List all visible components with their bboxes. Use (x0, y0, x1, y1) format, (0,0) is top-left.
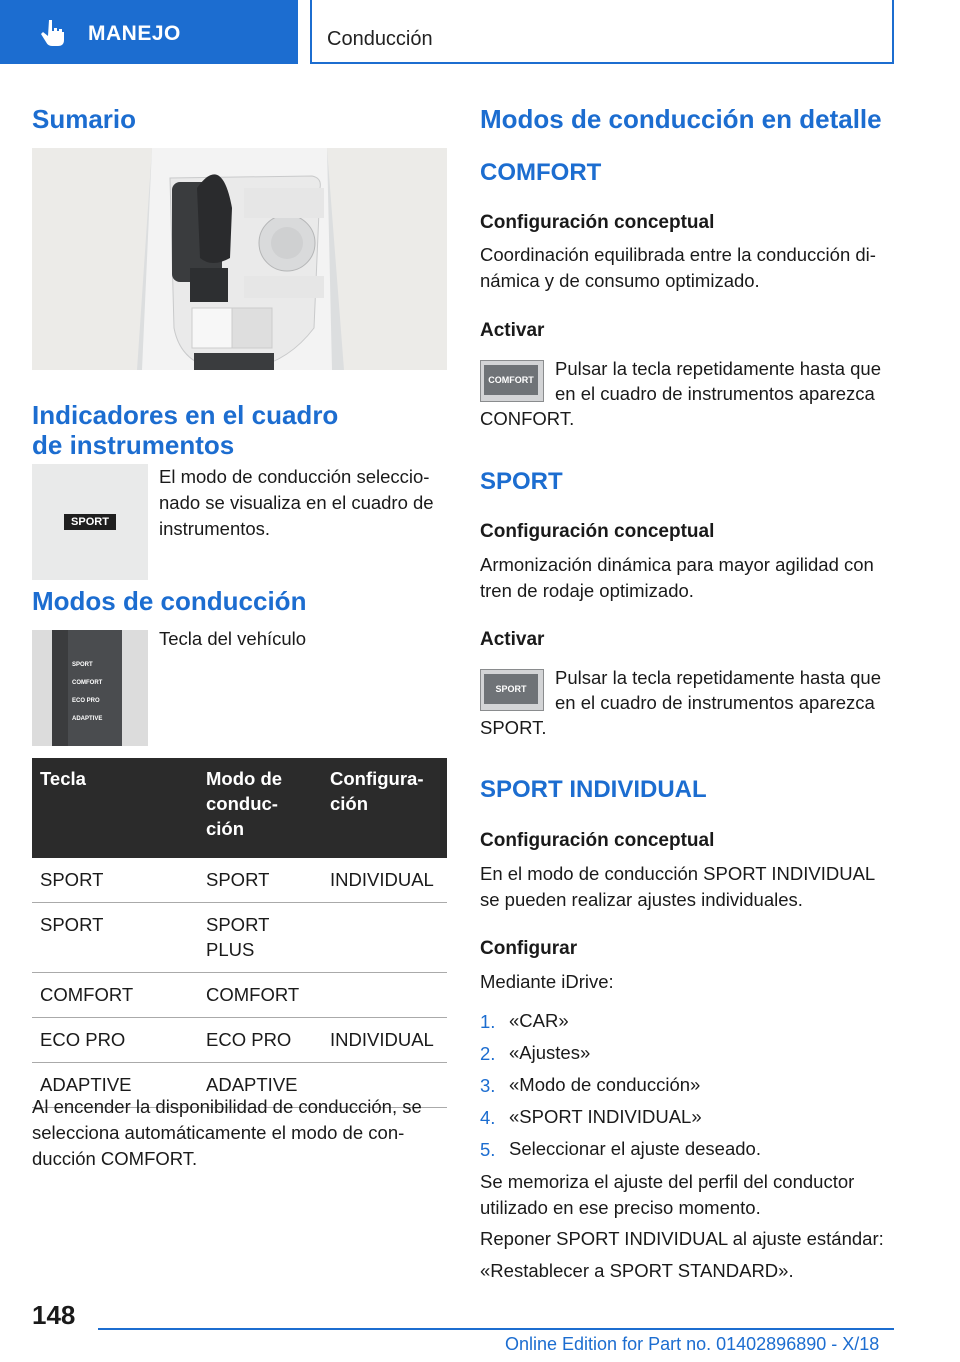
closing-line: ducción COMFORT. (32, 1148, 198, 1169)
heading-detalle: Modos de conducción en detalle (480, 104, 882, 134)
comfort-button-image (480, 360, 544, 402)
instrument-cluster-photo (32, 464, 148, 580)
table-row (32, 858, 447, 903)
section-label: MANEJO (88, 22, 181, 45)
table-cell (322, 903, 447, 973)
header-text: ción (206, 818, 245, 839)
sport-button-label: SPORT (484, 674, 538, 704)
comfort-activar-text-2: en el cuadro de instrumentos aparezca (555, 383, 875, 404)
sport-activar-text-2: en el cuadro de instrumentos aparezca (555, 692, 875, 713)
switch-label-sport: SPORT (72, 662, 93, 668)
heading-indicadores-line1: Indicadores en el cuadro (32, 400, 339, 430)
table-header-config (322, 758, 447, 858)
drive-modes-table (32, 758, 447, 1108)
sport-concept-heading: Configuración conceptual (480, 521, 715, 542)
step-number: 5. (480, 1139, 496, 1160)
table-header-modo (198, 758, 322, 858)
heading-sport: SPORT (480, 468, 563, 495)
comfort-activar-heading: Activar (480, 320, 545, 341)
indicadores-line1: El modo de conducción seleccio- (159, 466, 430, 487)
indicadores-line3: instrumentos. (159, 518, 271, 539)
switch-labels (72, 656, 102, 728)
text-line: Coordinación equilibrada entre la conducción di- (480, 244, 876, 265)
step-number: 4. (480, 1107, 496, 1128)
comfort-button-label: COMFORT (484, 365, 538, 395)
step-text: «Ajustes» (509, 1042, 591, 1063)
switch-label-ecopro: ECO PRO (72, 698, 100, 704)
table-header-row (32, 758, 447, 858)
header-text: Configura- (330, 768, 424, 789)
heading-sport-individual: SPORT INDIVIDUAL (480, 776, 707, 803)
comfort-activar-text-1: Pulsar la tecla repetidamente hasta que (555, 358, 882, 379)
individual-via: Mediante iDrive: (480, 971, 614, 992)
footer-divider (98, 1328, 894, 1330)
table-cell: INDIVIDUAL (322, 858, 447, 903)
center-console-drawing (32, 148, 447, 370)
table-row (32, 973, 447, 1018)
text-line: En el modo de conducción SPORT INDIVIDUAL (480, 863, 876, 884)
step-number: 1. (480, 1011, 496, 1032)
text-line: námica y de consumo optimizado. (480, 270, 760, 291)
hand-pointer-icon (40, 18, 68, 48)
comfort-activar-text-3: CONFORT. (480, 408, 575, 429)
cell-line: SPORT (206, 914, 270, 935)
heading-sumario: Sumario (32, 104, 137, 134)
drive-mode-switch-photo (32, 630, 148, 746)
step-text: Seleccionar el ajuste deseado. (509, 1138, 761, 1159)
cell-line: PLUS (206, 939, 255, 960)
table-cell: SPORT (32, 903, 198, 973)
closing-line: Al encender la disponibilidad de conducción, se (32, 1096, 422, 1117)
text-line: utilizado en ese preciso momento. (480, 1197, 761, 1218)
step-text: «Modo de conducción» (509, 1074, 701, 1095)
heading-comfort: COMFORT (480, 159, 602, 186)
text-line: Armonización dinámica para mayor agilidad con (480, 554, 874, 575)
sport-concept-text (480, 552, 874, 604)
individual-reset: Reponer SPORT INDIVIDUAL al ajuste estándar: (480, 1228, 884, 1249)
heading-modos: Modos de conducción (32, 586, 307, 616)
table-cell: ECO PRO (32, 1018, 198, 1063)
table-row (32, 903, 447, 973)
indicadores-line2: nado se visualiza en el cuadro de (159, 492, 434, 513)
individual-memo (480, 1169, 854, 1221)
page-number: 148 (32, 1300, 76, 1330)
sport-activar-heading: Activar (480, 629, 545, 650)
tecla-text: Tecla del vehículo (159, 628, 307, 649)
footer-edition: Online Edition for Part no. 01402896890 - X/18 (505, 1334, 880, 1354)
table-cell: ADAPTIVE (32, 1063, 198, 1108)
header-text: conduc- (206, 793, 278, 814)
table-cell: SPORT (198, 858, 322, 903)
section-tab[interactable] (0, 0, 298, 64)
sport-display-label: SPORT (64, 514, 116, 530)
closing-line: selecciona automáticamente el modo de con- (32, 1122, 405, 1143)
center-console-photo (32, 148, 447, 370)
header-text: ción (330, 793, 369, 814)
individual-concept-heading: Configuración conceptual (480, 830, 715, 851)
individual-reset-command: «Restablecer a SPORT STANDARD». (480, 1260, 794, 1281)
chapter-title: Conducción (327, 28, 433, 50)
table-row (32, 1018, 447, 1063)
table-cell: ECO PRO (198, 1018, 322, 1063)
sport-button-image (480, 669, 544, 711)
comfort-concept-heading: Configuración conceptual (480, 212, 715, 233)
table-cell: COMFORT (32, 973, 198, 1018)
text-line: se pueden realizar ajustes individuales. (480, 889, 803, 910)
text-line: Se memoriza el ajuste del perfil del conductor (480, 1171, 855, 1192)
individual-concept-text (480, 861, 875, 913)
heading-indicadores-line2: de instrumentos (32, 430, 235, 460)
heading-indicadores (32, 400, 338, 460)
step-number: 3. (480, 1075, 496, 1096)
switch-label-comfort: COMFORT (72, 680, 103, 686)
sport-activar-text-1: Pulsar la tecla repetidamente hasta que (555, 667, 882, 688)
chapter-tab[interactable] (310, 0, 894, 64)
step-text: «CAR» (509, 1010, 569, 1031)
switch-label-adaptive: ADAPTIVE (72, 716, 103, 722)
table-cell (198, 903, 322, 973)
closing-paragraph (32, 1094, 422, 1172)
step-text: «SPORT INDIVIDUAL» (509, 1106, 702, 1127)
table-cell (322, 973, 447, 1018)
sport-activar-text-3: SPORT. (480, 717, 547, 738)
individual-config-heading: Configurar (480, 938, 578, 959)
table-cell: ADAPTIVE (198, 1063, 322, 1108)
text-line: tren de rodaje optimizado. (480, 580, 694, 601)
comfort-concept-text (480, 242, 876, 294)
step-number: 2. (480, 1043, 496, 1064)
header-text: Modo de (206, 768, 283, 789)
indicadores-text (159, 464, 434, 542)
table-cell: SPORT (32, 858, 198, 903)
table-header-tecla (32, 758, 198, 858)
header-text: Tecla (40, 768, 86, 789)
table-cell: INDIVIDUAL (322, 1018, 447, 1063)
table-cell: COMFORT (198, 973, 322, 1018)
